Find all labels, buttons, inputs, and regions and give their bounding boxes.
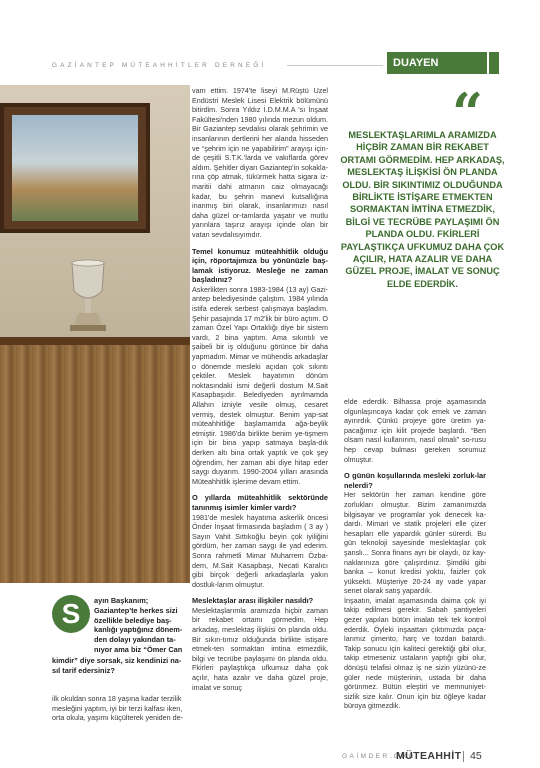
drop-cap: S: [52, 595, 90, 633]
pull-quote: MESLEKTAŞLARIMLA ARAMIZDA HİÇBİR ZAMAN BİR REKABET ORTAMI GÖRMEDİM. HEP ARKADAŞ, MESLEKTAŞ İLİŞKİSİ ÖN PLANDA OLDU. BİR SIKINTIMIZ OLDUĞUNDA BİRLİKTE İSTİŞARE ETMEKTEN SORMAKTAN İMTİNA ETMEZDİK, BİLGİ VE TECRÜBE PAYLAŞIMI ÖN PLANDA OLDU. FKİRLERİ PAYLAŞTIKÇA UFKUMUZ DAHA ÇOK AÇILIR, HATA AZALIR VE DAHA GÜZEL PROJE, İMALAT VE SONUÇ ELDE EDERDİK.: [340, 130, 505, 289]
trophy-icon: [58, 255, 118, 335]
quote-mark: “: [452, 81, 484, 145]
section-square: [489, 52, 499, 74]
page-number: 45: [470, 750, 482, 762]
question-heading: O yıllarda müteahhitlik sektöründe tanınmış isimler kimler vardı?: [192, 493, 328, 512]
paragraph: Her sektörün her zaman kendine göre zorlukları olmuştur. Bizim zamanımızda bilgisayar ve programlar yok denecek ka-dardı. Mimari ve statik projeleri elle çizer hesapları elle yapardık günler sürerdi. Bu gün teknoloji sayesinde meslektaşlar çok şanslı... Sonra finans ayrı bir olaydı, öz kay-naklarınıza göre çalışırdınız. Şimdiki gibi banka – konut kredisi yoktu, faizler çok yüksekti. Müşteriye 20-24 ay vade yapar senet olarak satış yapardık.: [344, 490, 486, 596]
framed-picture: [0, 103, 150, 233]
header-rule: [287, 65, 383, 66]
question-heading: Meslektaşlar arası ilişkiler nasıldı?: [192, 596, 314, 606]
paragraph: Askerlikten sonra 1983-1984 (13 ay) Gazi-antep belediyesinde çalıştım. 1984 yılında istifa ederek serbest çalışmaya başladım. Şehir pasajında 17 m2'lik bir büro açtım. O zaman Özel Yapı Ortaklığı diye bir sistem vardı, 2 bina yaptım. Ama sıkıntılı ve şaibeli bir iş olduğunu görünce bir daha yapmadım. Mimar ve mühendis arkadaşlar o dönemde mesleki açıdan çok sıkıntı çektiler. Meslek hayatımın dönüm noktasındaki ismi değerli dostum M.Sait Kasapbaşıdır. Belediyeden ayrılmamda Allahın izniyle vesile olmuş, cesaret vermiş, destek olmuştur. Benim yap-sat müteahhitliğe başlamamda ağa-beylik etmiştir. 1986'da birlikte benim ye-tişmem için bir bina yapıp satmaya başla-dık derken altı bina ortak yaptık ve çok şey öğrendim, her zaman abi diye hitap eder saygı duyarım. 1990-2004 yılları arasında Müteahhitlik işlerime devam ettim.: [192, 284, 328, 486]
wooden-desk: [0, 345, 190, 583]
paragraph: 1981'de meslek hayatıma askerlik öncesi Önder İnşaat firmasında başladım ( 3 ay ) Sayın Vahit Sıttıkoğlu beyin çok iyiliğini gördüm, her zaman saygı ile yad ederim. Sonra rahmetli Mimar Muharrem Özba-dem, M.Sait Kasapbaşı, Necati Karalıcı gibi birçok değerli arkadaşlarla yakın dostluk-larım olmuştur.: [192, 512, 328, 589]
question-heading: O günün koşullarında mesleki zorluk-lar nelerdi?: [344, 471, 486, 490]
section-label: DUAYEN: [387, 52, 487, 74]
intro-question-cont: kimdir” diye sorsak, siz kendinizi na-sıl tarif edersiniz?: [52, 656, 182, 675]
footer-separator: [463, 751, 464, 762]
framed-picture-image: [12, 115, 138, 221]
column-right: [344, 397, 486, 711]
paragraph: Meslektaşlarımla aramızda hiçbir zaman bir rekabet ortamı görmedim. Hep arkadaş, meslektaş ilişkisi ön planda oldu. Bir sıkın-tımız olduğunda birlikte istişare etmek-ten sormaktan imtina etmezdik, bilgi ve tecrübe paylaşımı ön planda oldu. Fkirleri paylaştıkça ufkumuz daha çok açılır, hata azalır ve daha güzel proje, imalat ve sonuç: [192, 605, 328, 692]
column-middle: [192, 86, 328, 692]
footer-website: GAİMDER.ORG: [342, 753, 417, 760]
paragraph: İnşaatın, imalat aşamasında daima çok iyi takip edilmesi gerekir. Sabah şantiyeleri gezer yapılan bütün imalatı tek tek kontrol ederdik. Öyleki inşaattan çıktımızda paça-larımız çimento, harç ve tozdan batardı. Takip sonucu için kaliteci gerektiği gibi olur, takip etmeseniz ustaların yaptığı gibi olur, dönüşü telafisi olmaz iş ne sizin yüzünü-ze güler nede müşterinin, ustada bir daha görünmez. Bütün eleştiri ve memnuniyet-sizlik size kalır. Onun için biz öğleye kadar büroya gitmezdik.: [344, 595, 486, 711]
question-heading: Temel konumuz müteahhitlik olduğu için, röportajımıza bu yönünüzle baş-lamak istiyoruz. Mesleğe ne zaman başladınız?: [192, 246, 328, 285]
intro-question: ayın Başkanım; Gaziantep'te herkes sizi özellikle belediye baş-kanlığı yaptığınız dönem-den dolayı yakından ta-nıyor ama biz “Ömer Can: [94, 596, 183, 654]
association-name: GAZİANTEP MÜTEAHHİTLER DERNEĞİ: [52, 62, 267, 69]
office-photo: [0, 85, 190, 583]
magazine-logo: MÜTEAHHİT: [396, 750, 462, 762]
paragraph: elde ederdik. Bilhassa proje aşamasında olgunlaşıncaya kadar çok emek ve zaman ayırırdık. Çünkü projeye göre üretim ya-pacağımız için kilit projede başlardı. “Ben olsam nasıl kullanırım, nasıl olmalı” so-rusu hep cevap bulması gereken sorumuz olmuştur.: [344, 397, 486, 464]
paragraph: vam ettim. 1974'te liseyi M.Rüştü Uzel Endüstri Meslek Lisesi Elektrik bölümünü bitirdim. Sonra Yıldız İ.D.M.M.A 'sı İnşaat Fakültesi'nden 1980 yılında mezun oldum. Bir Gaziantep sevdalısı olarak şehrimin ve insanlarının dertlerini her alanda hisseden ve “şehrim için ne yapabilirim” arayışı için-de çeşitli S.T.K.'larda ve vakıflarda görev aldım. Şehitler diyarı Gaziantep'in sokakla-rına çöp atmak, tükürmek hatta sigara iz-maritii dahi atmanın caiz olmayacağı kadar, bu şehrin manevi kutsallığına inanmış biri olarak, insanlarımızı nasıl daha güzel or-tamlarda yaşatır ve mutlu yarınlara taşırız arayışı içinde olan bir vatan sevdalısıyımdır.: [192, 86, 329, 239]
intro-answer: ilk okuldan sonra 18 yaşına kadar terzilik mesleğini yaptım, iyi bir terzi kalfası iken, orta okula, yaşımı küçülterek yeniden de-: [52, 694, 184, 723]
